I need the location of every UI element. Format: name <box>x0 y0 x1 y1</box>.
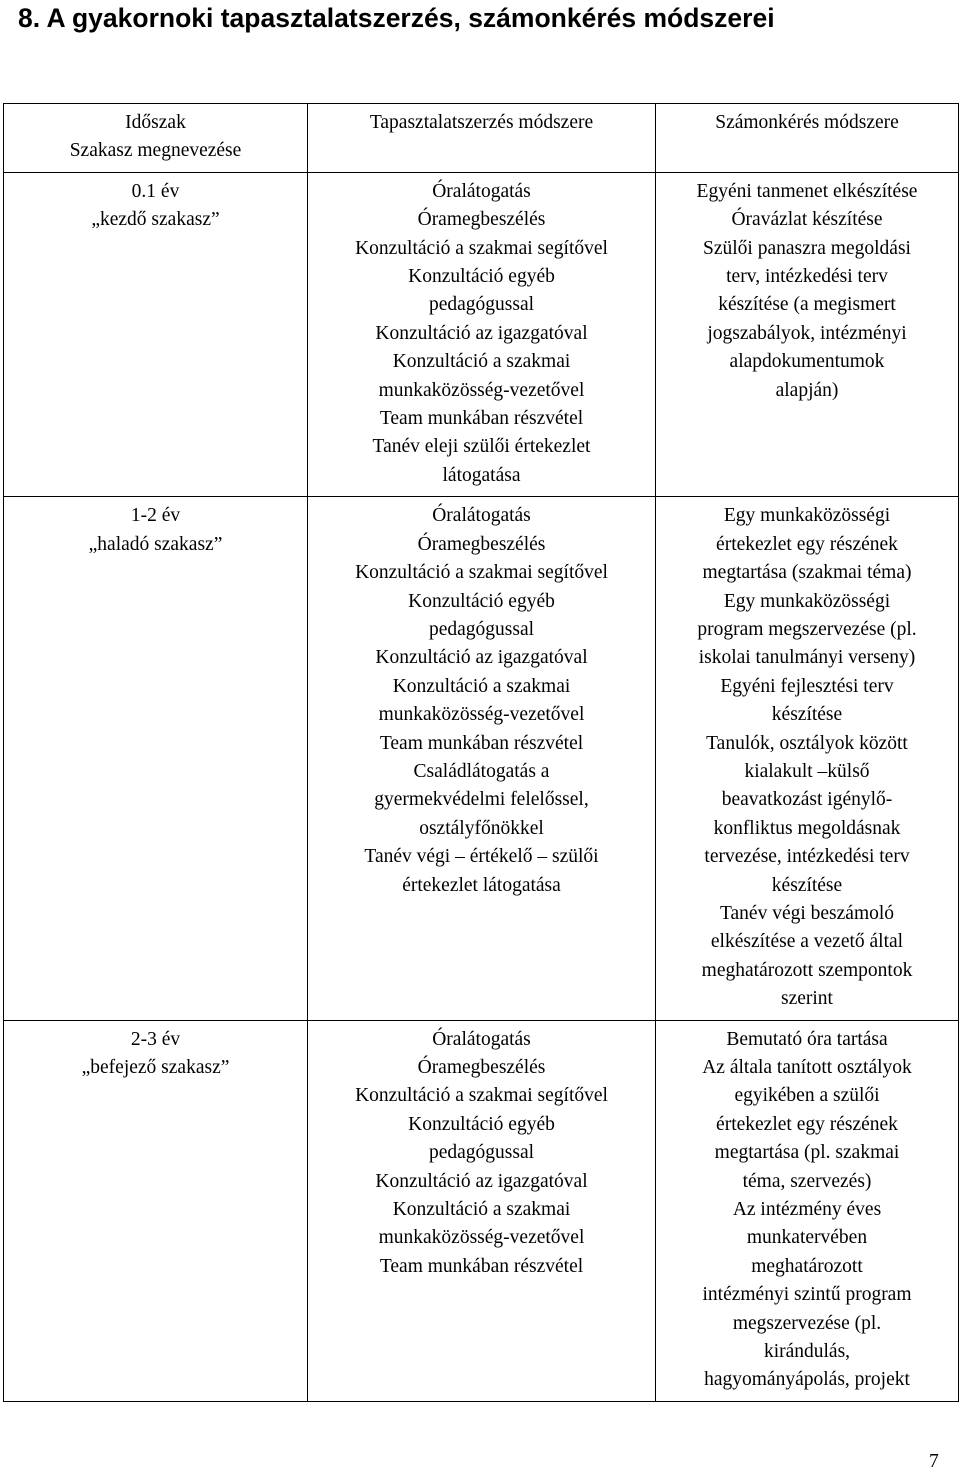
cell-line: „haladó szakasz” <box>88 533 223 555</box>
cell-line: Az általa tanított osztályok <box>702 1057 912 1078</box>
cell-line: meghatározott <box>751 1255 863 1277</box>
table-row-beginner <box>4 172 959 496</box>
cell-line: Szülői panaszra megoldási <box>703 237 911 259</box>
header-method-cell <box>308 104 656 173</box>
cell-line: program megszervezése (pl. <box>697 618 917 640</box>
cell-line: Konzultáció a szakmai segítővel <box>355 237 608 259</box>
cell-line: Konzultáció a szakmai <box>392 351 571 373</box>
table-row-advanced <box>4 497 959 1020</box>
cell-line: beavatkozást igénylő- <box>721 789 893 811</box>
cell-line: Konzultáció az igazgatóval <box>375 647 588 669</box>
cell-line: Konzultáció a szakmai segítővel <box>355 562 608 584</box>
cell-line: 2-3 év <box>130 1028 181 1050</box>
cell-line: Egyéni tanmenet elkészítése <box>696 180 918 202</box>
cell-line: osztályfőnökkel <box>419 817 544 839</box>
cell-line: készítése <box>771 874 843 896</box>
cell-line: Időszak <box>125 112 186 133</box>
cell-line: Konzultáció egyéb <box>408 590 555 612</box>
cell-line: Team munkában részvétel <box>379 1255 584 1277</box>
cell-line: alapján) <box>775 379 839 401</box>
cell-line: alapdokumentumok <box>729 351 885 373</box>
cell-line: Team munkában részvétel <box>379 408 584 430</box>
cell-line: munkatervében <box>746 1227 868 1249</box>
cell-line: 1-2 év <box>130 505 181 527</box>
cell-line: hagyományápolás, projekt <box>704 1369 910 1391</box>
cell-line: Óramegbeszélés <box>417 209 546 231</box>
cell-line: Konzultáció egyéb <box>408 1113 555 1135</box>
cell-line: kialakult –külső <box>744 760 870 782</box>
cell-line: Tanév eleji szülői értekezlet <box>372 436 591 458</box>
method-cell-advanced <box>308 497 656 1020</box>
methods-table <box>3 103 959 1402</box>
cell-line: Óravázlat készítése <box>731 209 883 231</box>
cell-line: munkaközösség-vezetővel <box>378 704 585 726</box>
cell-line: értekezlet látogatása <box>402 874 561 896</box>
cell-line: Tapasztalatszerzés módszere <box>369 112 594 133</box>
section-heading: 8. A gyakornoki tapasztalatszerzés, számonkérés módszerei <box>18 3 775 33</box>
cell-line: egyikében a szülői <box>734 1085 880 1107</box>
cell-line: munkaközösség-vezetővel <box>378 1227 585 1249</box>
table-header-row <box>4 104 959 173</box>
cell-line: „befejező szakasz” <box>81 1057 230 1078</box>
cell-line: megszervezése (pl. <box>732 1312 882 1334</box>
cell-line: Egyéni fejlesztési terv <box>720 675 894 697</box>
period-cell-advanced <box>4 497 308 1020</box>
cell-line: Számonkérés módszere <box>715 112 899 133</box>
cell-line: kirándulás, <box>763 1341 851 1363</box>
method-cell-final <box>308 1020 656 1401</box>
cell-line: értekezlet egy részének <box>716 533 898 555</box>
cell-line: Családlátogatás a <box>413 760 550 782</box>
cell-line: 0.1 év <box>131 180 180 202</box>
cell-line: „kezdő szakasz” <box>91 209 220 231</box>
header-period-cell <box>4 104 308 173</box>
cell-line: értekezlet egy részének <box>716 1113 898 1135</box>
cell-line: terv, intézkedési terv <box>726 266 888 288</box>
cell-line: készítése <box>771 704 843 726</box>
cell-line: Óralátogatás <box>432 180 531 202</box>
period-cell-beginner <box>4 172 308 496</box>
cell-line: Konzultáció az igazgatóval <box>375 322 588 344</box>
cell-line: megtartása (szakmai téma) <box>702 562 912 584</box>
assessment-cell-final <box>656 1020 959 1401</box>
cell-line: Tanév végi beszámoló <box>719 902 895 924</box>
cell-line: meghatározott szempontok <box>701 959 913 981</box>
cell-line: Tanulók, osztályok között <box>706 732 908 754</box>
cell-line: Szakasz megnevezése <box>69 140 242 162</box>
cell-line: tervezése, intézkedési terv <box>704 846 910 868</box>
cell-line: pedagógussal <box>428 1142 535 1164</box>
cell-line: Óramegbeszélés <box>417 1057 546 1078</box>
cell-line: szerint <box>781 988 833 1010</box>
cell-line: jogszabályok, intézményi <box>707 322 907 344</box>
cell-line: konfliktus megoldásnak <box>713 817 901 839</box>
cell-line: Az intézmény éves <box>732 1199 882 1221</box>
cell-line: Konzultáció az igazgatóval <box>375 1170 588 1192</box>
cell-line: Egy munkaközösségi <box>723 590 891 612</box>
header-assessment-cell <box>656 104 959 173</box>
cell-line: pedagógussal <box>428 618 535 640</box>
cell-line: Tanév végi – értékelő – szülői <box>364 846 599 868</box>
cell-line: elkészítése a vezető által <box>710 931 904 953</box>
cell-line: Team munkában részvétel <box>379 732 584 754</box>
method-cell-beginner <box>308 172 656 496</box>
cell-line: Konzultáció egyéb <box>408 266 555 288</box>
cell-line: látogatása <box>442 464 521 486</box>
cell-line: Bemutató óra tartása <box>726 1028 888 1050</box>
cell-line: intézményi szintű program <box>702 1284 912 1306</box>
cell-line: Konzultáció a szakmai <box>392 675 571 697</box>
cell-line: pedagógussal <box>428 294 535 316</box>
assessment-cell-beginner <box>656 172 959 496</box>
cell-line: Óralátogatás <box>432 505 531 527</box>
cell-line: megtartása (pl. szakmai <box>714 1142 900 1164</box>
cell-line: munkaközösség-vezetővel <box>378 379 585 401</box>
cell-line: iskolai tanulmányi verseny) <box>698 647 916 669</box>
cell-line: Óralátogatás <box>432 1028 531 1050</box>
cell-line: Egy munkaközösségi <box>723 505 891 527</box>
cell-line: Konzultáció a szakmai <box>392 1199 571 1221</box>
cell-line: Konzultáció a szakmai segítővel <box>355 1085 608 1107</box>
page-number: 7 <box>929 1451 939 1472</box>
cell-line: téma, szervezés) <box>742 1170 872 1192</box>
table-row-final <box>4 1020 959 1401</box>
cell-line: gyermekvédelmi felelőssel, <box>374 789 589 811</box>
period-cell-final <box>4 1020 308 1401</box>
cell-line: készítése (a megismert <box>718 294 896 316</box>
cell-line: Óramegbeszélés <box>417 533 546 555</box>
assessment-cell-advanced <box>656 497 959 1020</box>
